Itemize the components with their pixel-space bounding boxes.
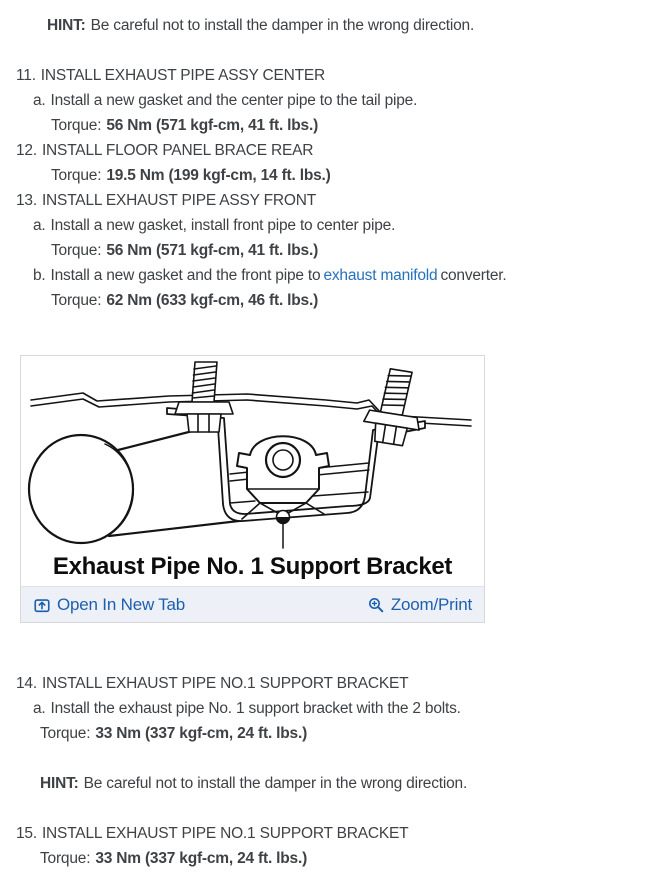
step-number: 11. xyxy=(16,67,36,84)
open-in-new-tab-icon xyxy=(33,596,51,614)
step-list-upper xyxy=(0,63,671,313)
torque-label: Torque: xyxy=(51,167,102,184)
torque-label: Torque: xyxy=(51,117,102,134)
hint-label: HINT: xyxy=(40,775,79,792)
torque-value: 33 Nm (337 kgf-cm, 24 ft. lbs.) xyxy=(95,725,308,742)
hint-note-top xyxy=(0,13,671,38)
torque-value: 19.5 Nm (199 kgf-cm, 14 ft. lbs.) xyxy=(106,167,331,184)
substep-letter: a. xyxy=(33,92,46,109)
step-14a xyxy=(0,696,671,721)
substep-letter: a. xyxy=(33,700,46,717)
step-12-title xyxy=(0,138,671,163)
substep-letter: a. xyxy=(33,217,46,234)
hint-text: Be careful not to install the damper in the wrong direction. xyxy=(90,17,475,34)
step-14a-torque xyxy=(0,721,671,746)
step-number: 13. xyxy=(16,192,37,209)
zoom-print-link[interactable] xyxy=(367,592,472,617)
hint-text: Be careful not to install the damper in the wrong direction. xyxy=(83,775,468,792)
substep-text: Install the exhaust pipe No. 1 support bracket with the 2 bolts. xyxy=(50,700,461,717)
torque-label: Torque: xyxy=(51,292,102,309)
substep-text: Install a new gasket and the front pipe to xyxy=(50,267,321,284)
torque-label: Torque: xyxy=(51,242,102,259)
step-13a-torque xyxy=(0,238,671,263)
open-in-new-tab-label: Open In New Tab xyxy=(57,595,186,614)
step-title: INSTALL EXHAUST PIPE ASSY FRONT xyxy=(41,192,316,209)
step-number: 15. xyxy=(16,825,37,842)
step-15-torque xyxy=(0,846,671,871)
torque-label: Torque: xyxy=(40,850,91,867)
step-title: INSTALL EXHAUST PIPE NO.1 SUPPORT BRACKET xyxy=(41,675,409,692)
substep-text: Install a new gasket, install front pipe to center pipe. xyxy=(50,217,396,234)
step-13b xyxy=(0,263,671,288)
hint-note-bottom xyxy=(0,771,671,796)
support-bracket-figure xyxy=(21,356,484,552)
step-number: 12. xyxy=(16,142,37,159)
figure-image xyxy=(21,356,484,586)
step-title: INSTALL FLOOR PANEL BRACE REAR xyxy=(41,142,314,159)
torque-value: 56 Nm (571 kgf-cm, 41 ft. lbs.) xyxy=(106,117,319,134)
hint-label: HINT: xyxy=(47,17,86,34)
torque-value: 33 Nm (337 kgf-cm, 24 ft. lbs.) xyxy=(95,850,308,867)
substep-letter: b. xyxy=(33,267,46,284)
step-11a-torque xyxy=(0,113,671,138)
step-title: INSTALL EXHAUST PIPE ASSY CENTER xyxy=(40,67,325,84)
step-14-title xyxy=(0,671,671,696)
figure-toolbar xyxy=(21,586,484,622)
step-13a xyxy=(0,213,671,238)
substep-text: Install a new gasket and the center pipe to the tail pipe. xyxy=(50,92,418,109)
step-15-title xyxy=(0,821,671,846)
torque-value: 62 Nm (633 kgf-cm, 46 ft. lbs.) xyxy=(106,292,319,309)
step-13-title xyxy=(0,188,671,213)
step-list-lower xyxy=(0,671,671,871)
torque-label: Torque: xyxy=(40,725,91,742)
step-title: INSTALL EXHAUST PIPE NO.1 SUPPORT BRACKET xyxy=(41,825,409,842)
figure-card xyxy=(20,355,485,623)
step-11-title xyxy=(0,63,671,88)
substep-text: converter. xyxy=(440,267,507,284)
exhaust-manifold-link[interactable]: exhaust manifold xyxy=(323,267,438,284)
figure-caption: Exhaust Pipe No. 1 Support Bracket xyxy=(52,553,453,580)
step-12-torque xyxy=(0,163,671,188)
step-number: 14. xyxy=(16,675,37,692)
zoom-print-icon xyxy=(367,596,385,614)
zoom-print-label: Zoom/Print xyxy=(390,595,472,614)
torque-value: 56 Nm (571 kgf-cm, 41 ft. lbs.) xyxy=(106,242,319,259)
step-13b-torque xyxy=(0,288,671,313)
open-in-new-tab-link[interactable] xyxy=(33,592,185,617)
step-11a xyxy=(0,88,671,113)
